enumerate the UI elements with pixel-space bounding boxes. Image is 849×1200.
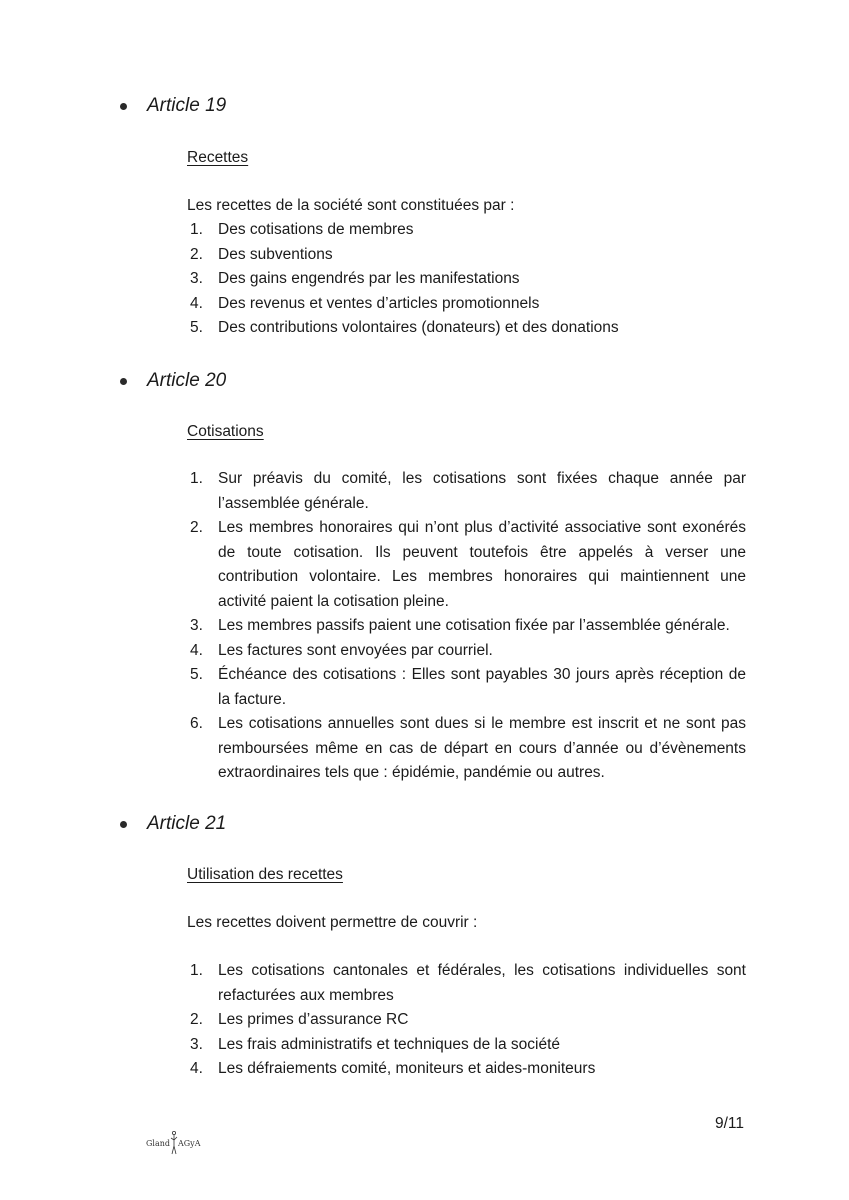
article-intro: Les recettes de la société sont constituées par : [187,197,515,214]
list-item: 6. Les cotisations annuelles sont dues si le membre est inscrit et ne sont pas remboursées même en cas de départ en cours d’année ou d’évènements extraordinaires tels que : épidémie, pandémie ou autres. [190,715,746,781]
article-subtitle: Utilisation des recettes [187,866,343,883]
page-number: 9/11 [715,1115,745,1132]
article-21-list [187,959,746,1082]
list-item: 1. Les cotisations cantonales et fédérales, les cotisations individuelles sont refacturées aux membres [190,962,746,1004]
list-item: 2. Les primes d’assurance RC [190,1011,409,1028]
gymnast-figure-icon [170,1130,178,1156]
list-item: 3. Les membres passifs paient une cotisation fixée par l’assemblée générale. [190,617,730,634]
list-item: 5. Échéance des cotisations : Elles sont payables 30 jours après réception de la facture. [190,666,746,708]
list-item: 4. Des revenus et ventes d’articles promotionnels [190,294,540,312]
bullet-icon [120,821,127,828]
club-logo [146,1130,200,1156]
list-item: 4. Les défraiements comité, moniteurs et aides-moniteurs [190,1060,596,1077]
article-title: Article 20 [147,370,227,391]
article-19-list [187,218,746,341]
article-intro: Les recettes doivent permettre de couvrir : [187,914,478,931]
list-item: 1. Sur préavis du comité, les cotisations sont fixées chaque année par l’assemblée générale. [190,470,746,512]
article-20-list [187,467,746,786]
bullet-icon [120,378,127,385]
list-item: 2. Les membres honoraires qui n’ont plus d’activité associative sont exonérés de toute cotisation. Ils peuvent toutefois être appelés à verser une contribution volontaire. Les membres honoraires qui maintiennent une activité paient la cotisation pleine. [190,519,746,610]
list-item: 2. Des subventions [190,245,333,263]
article-subtitle: Recettes [187,149,249,166]
article-title: Article 19 [147,95,227,116]
article-21-heading [120,812,226,836]
bullet-icon [120,103,127,110]
list-item: 4. Les factures sont envoyées par courriel. [190,641,493,659]
article-20-heading [120,369,226,393]
list-item: 3. Les frais administratifs et techniques de la société [190,1035,561,1053]
article-19-heading [120,94,226,118]
logo-text-right: AGyA [178,1138,201,1148]
logo-text-left: Gland [146,1138,170,1148]
list-item: 5. Des contributions volontaires (donateurs) et des donations [190,319,619,336]
article-title: Article 21 [147,813,227,834]
article-subtitle: Cotisations [187,423,264,440]
list-item: 3. Des gains engendrés par les manifestations [190,270,520,287]
list-item: 1. Des cotisations de membres [190,221,414,238]
